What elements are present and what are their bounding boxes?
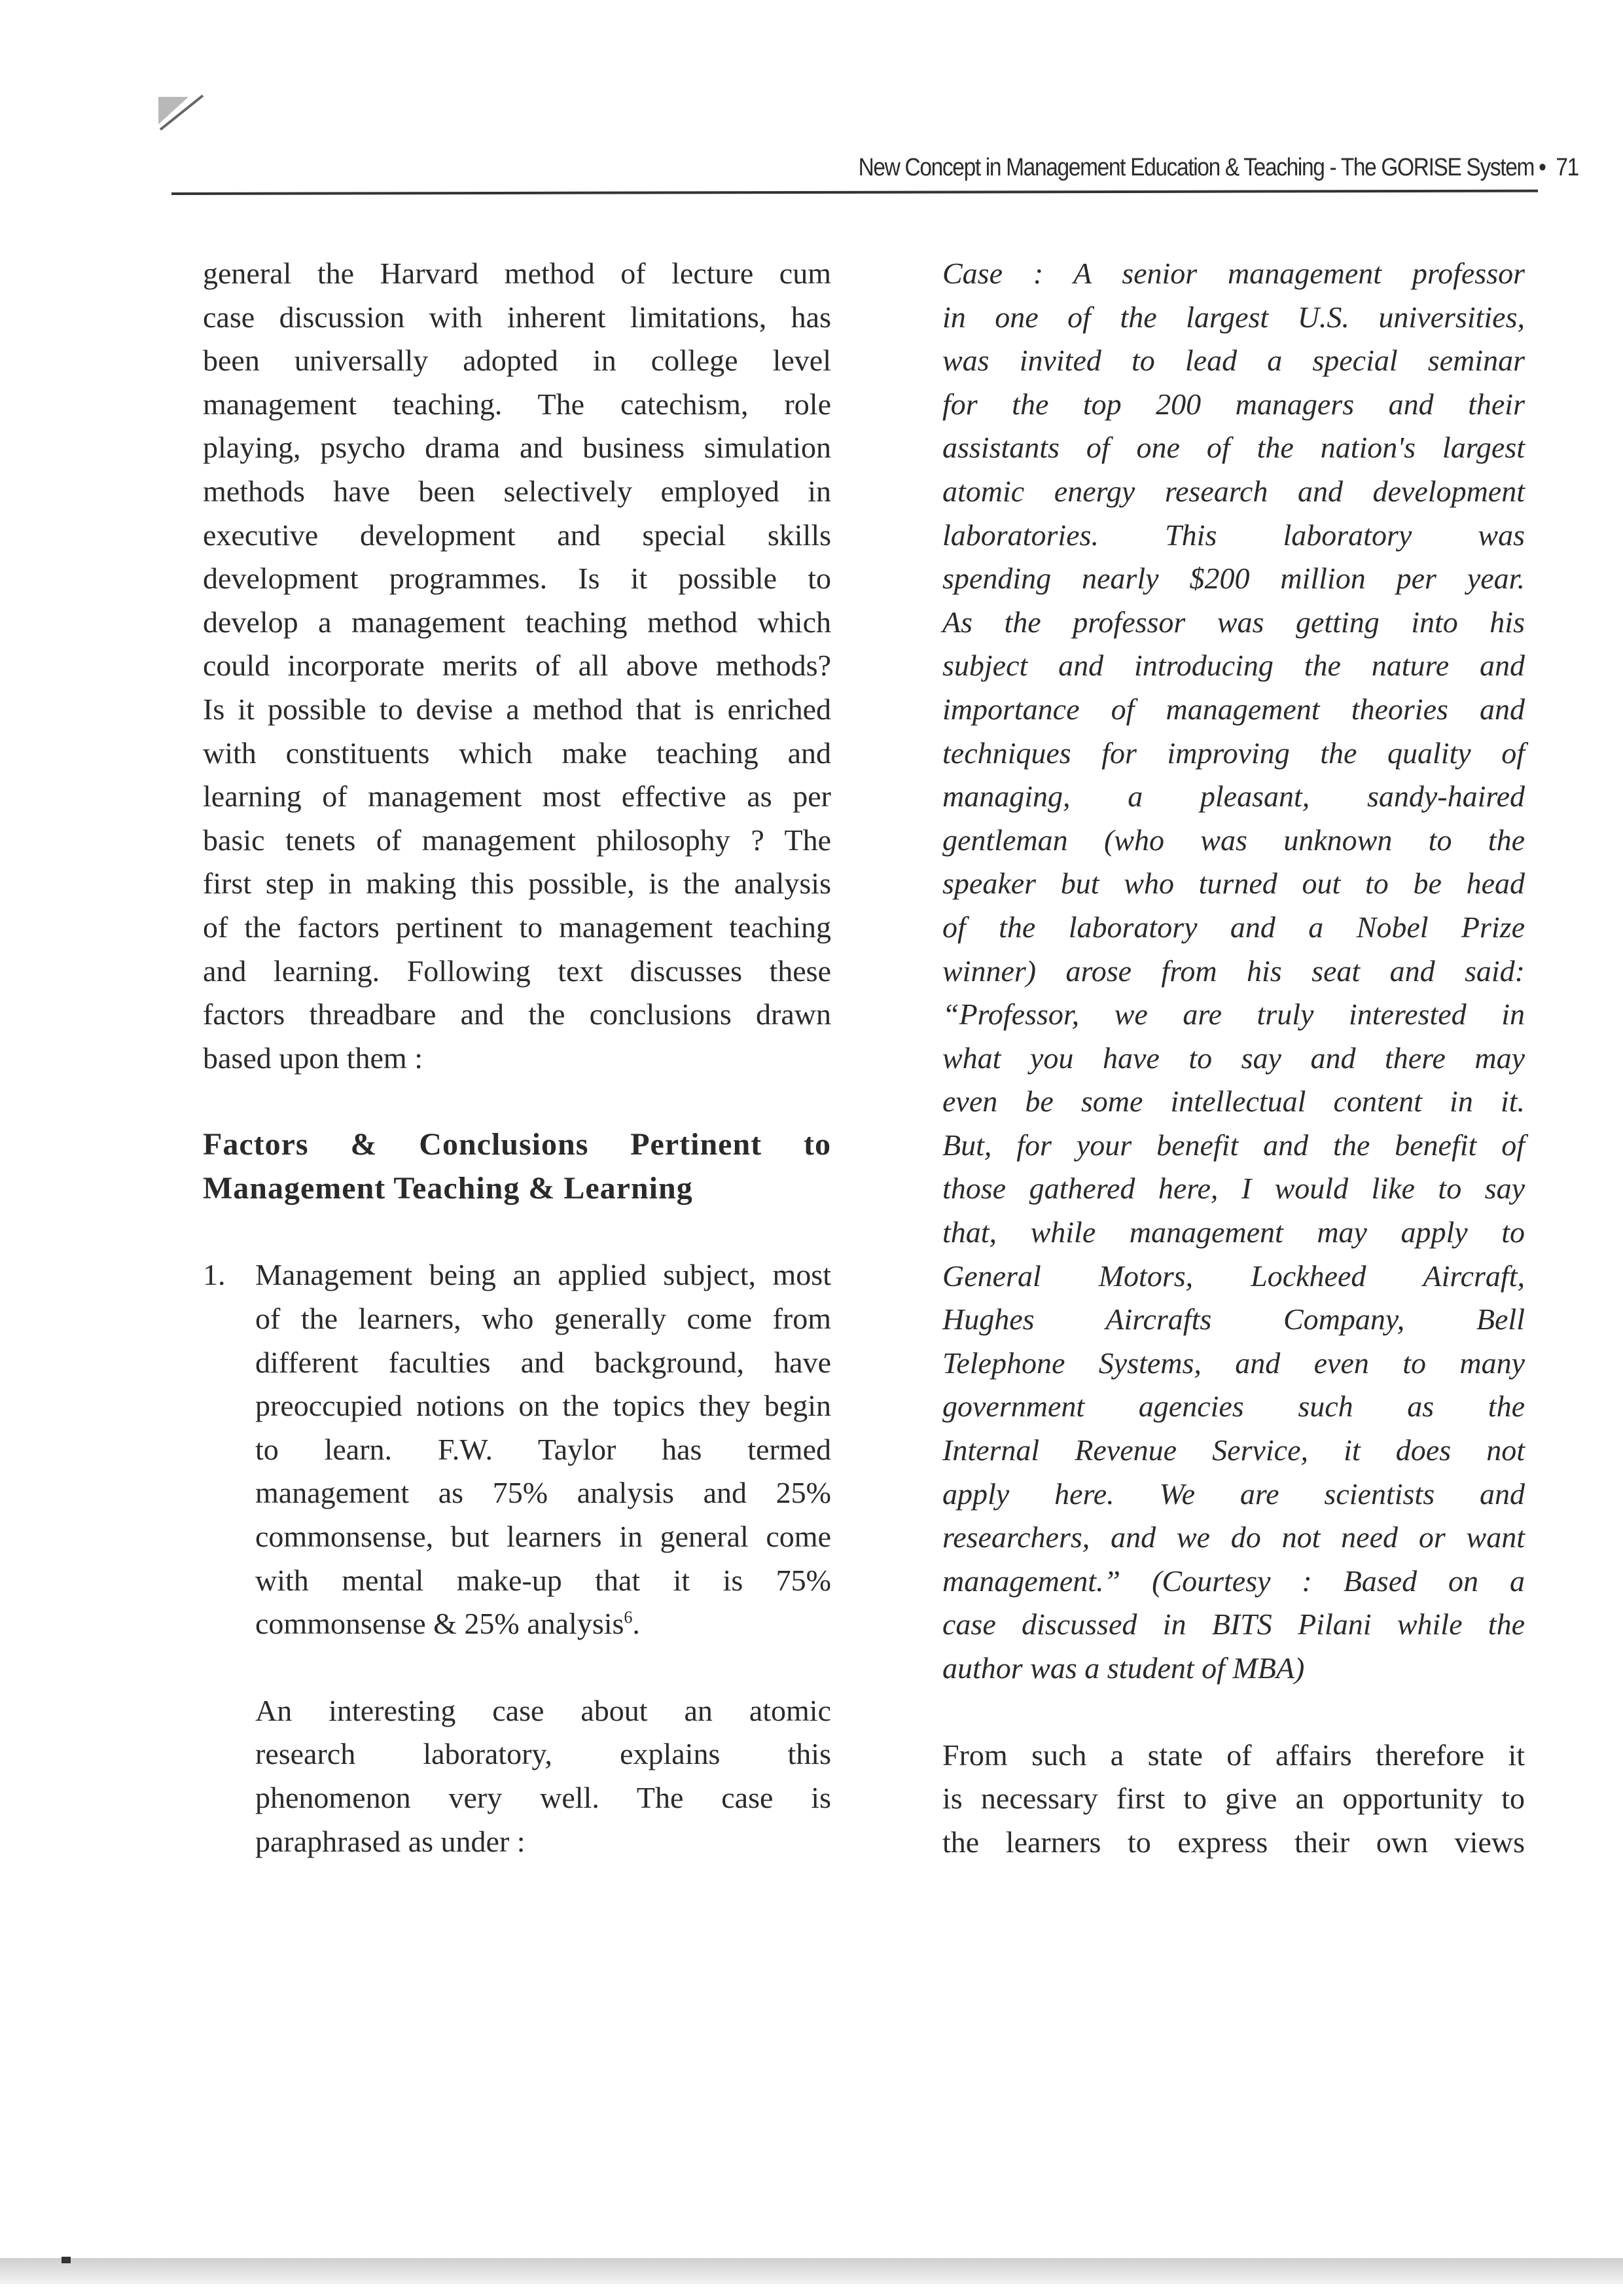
text-line: first step in making this possible, is the analysis bbox=[203, 867, 831, 901]
text-line: “Professor, we are truly interested in bbox=[942, 997, 1525, 1031]
text-line: different faculties and background, have bbox=[255, 1345, 831, 1379]
section-heading bbox=[203, 1123, 831, 1210]
case-study-paragraph bbox=[942, 252, 1525, 1691]
text-line: develop a management teaching method which bbox=[203, 605, 831, 639]
text-line: speaker but who turned out to be head bbox=[942, 867, 1525, 901]
text-line: of the factors pertinent to management teaching bbox=[203, 910, 831, 944]
scan-artifact-mark bbox=[62, 2257, 71, 2263]
text-line: executive development and special skills bbox=[203, 518, 831, 552]
text-line: been universally adopted in college level bbox=[203, 344, 831, 378]
text-line: with constituents which make teaching and bbox=[203, 736, 831, 770]
text-line: laboratories. This laboratory was bbox=[942, 518, 1525, 552]
text-line: subject and introducing the nature and bbox=[942, 649, 1525, 683]
text-line: winner) arose from his seat and said: bbox=[942, 954, 1525, 988]
text-line: with mental make-up that it is 75% bbox=[255, 1563, 831, 1597]
text-line: From such a state of affairs therefore it bbox=[942, 1738, 1525, 1772]
text-line: apply here. We are scientists and bbox=[942, 1477, 1525, 1511]
text-line: An interesting case about an atomic bbox=[255, 1693, 831, 1727]
text-line: of the learners, who generally come from bbox=[255, 1302, 831, 1336]
right-column bbox=[942, 252, 1525, 1864]
text-line: is necessary first to give an opportunity to bbox=[942, 1782, 1525, 1816]
text-line: gentleman (who was unknown to the bbox=[942, 823, 1525, 857]
item-number: 1. bbox=[203, 1258, 226, 1292]
text-line: assistants of one of the nation's largest bbox=[942, 431, 1525, 465]
text-line-with-footnote bbox=[255, 1602, 831, 1646]
text-line: General Motors, Lockheed Aircraft, bbox=[942, 1259, 1525, 1293]
running-header bbox=[858, 154, 1578, 182]
text-line: management teaching. The catechism, role bbox=[203, 387, 831, 421]
heading-line: Factors & Conclusions Pertinent to bbox=[203, 1127, 831, 1162]
text-line: to learn. F.W. Taylor has termed bbox=[255, 1432, 831, 1466]
footnote-reference[interactable]: 6 bbox=[624, 1607, 633, 1627]
text-line: those gathered here, I would like to say bbox=[942, 1172, 1525, 1206]
page-number: 71 bbox=[1556, 154, 1578, 181]
text-line: methods have been selectively employed in bbox=[203, 474, 831, 508]
text-line: the learners to express their own views bbox=[942, 1825, 1525, 1859]
end-punctuation: . bbox=[632, 1607, 640, 1641]
text-line: But, for your benefit and the benefit of bbox=[942, 1128, 1525, 1162]
header-rule bbox=[171, 190, 1538, 195]
text-line: techniques for improving the quality of bbox=[942, 736, 1525, 770]
text-line: even be some intellectual content in it. bbox=[942, 1085, 1525, 1119]
text-line: Management being an applied subject, most bbox=[255, 1258, 831, 1292]
text-line: for the top 200 managers and their bbox=[942, 387, 1525, 421]
scan-corner-mark-icon bbox=[157, 72, 223, 131]
text-line: research laboratory, explains this bbox=[255, 1737, 831, 1771]
running-title: New Concept in Management Education & Teaching - The GORISE System bbox=[858, 154, 1535, 181]
text-line: factors threadbare and the conclusions drawn bbox=[203, 997, 831, 1031]
left-column bbox=[203, 252, 831, 1863]
text-line: of the laboratory and a Nobel Prize bbox=[942, 910, 1525, 944]
text-line: preoccupied notions on the topics they begin bbox=[255, 1389, 831, 1423]
text-line: case discussed in BITS Pilani while the bbox=[942, 1607, 1525, 1641]
text-line: management.” (Courtesy : Based on a bbox=[942, 1564, 1525, 1598]
heading-line: Management Teaching & Learning bbox=[203, 1170, 693, 1206]
text-line: government agencies such as the bbox=[942, 1390, 1525, 1424]
text-line: Telephone Systems, and even to many bbox=[942, 1346, 1525, 1380]
text-line: and learning. Following text discusses these bbox=[203, 954, 831, 988]
paragraph-gap bbox=[942, 1691, 1525, 1734]
text-line: managing, a pleasant, sandy-haired bbox=[942, 780, 1525, 814]
text-line: development programmes. Is it possible to bbox=[203, 562, 831, 596]
text-line: basic tenets of management philosophy ? The bbox=[203, 823, 831, 857]
text-line: that, while management may apply to bbox=[942, 1215, 1525, 1249]
text-line: As the professor was getting into his bbox=[942, 605, 1525, 639]
text-line: paraphrased as under : bbox=[255, 1824, 526, 1858]
header-bullet: • bbox=[1539, 154, 1546, 181]
text-fragment: commonsense & 25% analysis bbox=[255, 1607, 624, 1641]
text-line: learning of management most effective as per bbox=[203, 780, 831, 814]
text-line: Case : A senior management professor bbox=[942, 257, 1525, 290]
text-line: management as 75% analysis and 25% bbox=[255, 1476, 831, 1510]
text-line: spending nearly $200 million per year. bbox=[942, 562, 1525, 596]
scan-bottom-edge bbox=[0, 2258, 1623, 2284]
text-line: phenomenon very well. The case is bbox=[255, 1781, 831, 1814]
text-line: what you have to say and there may bbox=[942, 1041, 1525, 1075]
text-line: case discussion with inherent limitations, has bbox=[203, 300, 831, 334]
text-line: importance of management theories and bbox=[942, 692, 1525, 726]
text-line: based upon them : bbox=[203, 1041, 423, 1075]
text-line: playing, psycho drama and business simulation bbox=[203, 431, 831, 465]
text-line: could incorporate merits of all above methods? bbox=[203, 649, 831, 683]
text-line: Is it possible to devise a method that is enriched bbox=[203, 692, 831, 726]
intro-paragraph bbox=[203, 252, 831, 1080]
text-line: commonsense, but learners in general come bbox=[255, 1520, 831, 1554]
text-line: in one of the largest U.S. universities, bbox=[942, 300, 1525, 334]
text-line: author was a student of MBA) bbox=[942, 1651, 1305, 1685]
text-line: Hughes Aircrafts Company, Bell bbox=[942, 1302, 1525, 1336]
text-line: general the Harvard method of lecture cum bbox=[203, 257, 831, 290]
text-line: atomic energy research and development bbox=[942, 474, 1525, 508]
numbered-item-1 bbox=[203, 1253, 831, 1645]
conclusion-paragraph bbox=[942, 1734, 1525, 1865]
text-line: Internal Revenue Service, it does not bbox=[942, 1433, 1525, 1467]
text-line: researchers, and we do not need or want bbox=[942, 1520, 1525, 1554]
case-intro-paragraph bbox=[203, 1689, 831, 1863]
text-line: was invited to lead a special seminar bbox=[942, 344, 1525, 378]
